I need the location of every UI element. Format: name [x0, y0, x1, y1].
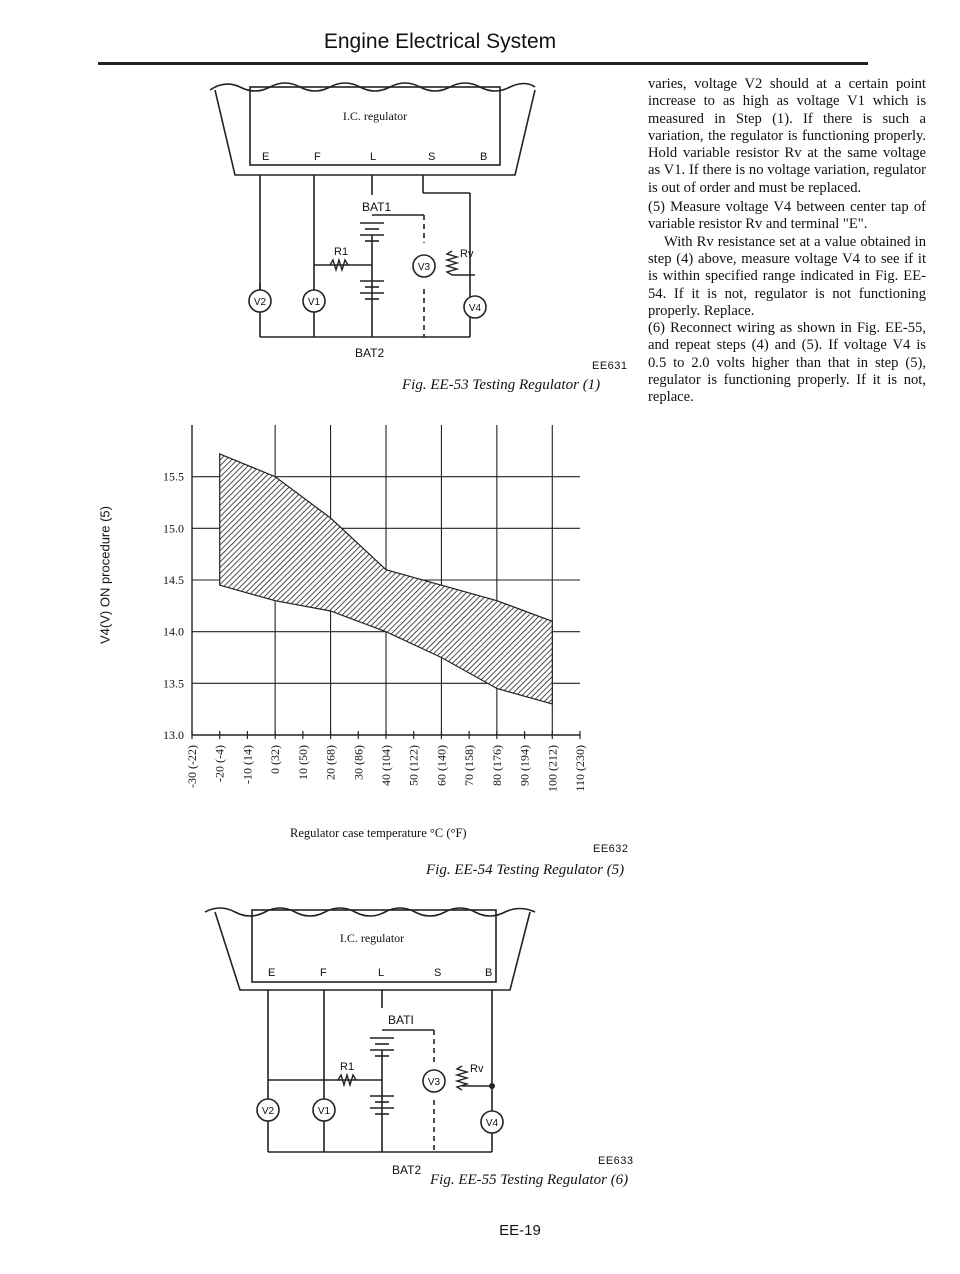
- x-tick-label: -10 (14): [240, 745, 255, 784]
- header-rule: [98, 62, 868, 65]
- v3-meter-label-2: V3: [427, 1077, 441, 1088]
- terminal-f-2: F: [320, 967, 327, 979]
- y-tick-label: 14.0: [163, 624, 184, 639]
- y-tick-label: 14.5: [163, 573, 184, 587]
- bat2-label-2: BAT2: [392, 1163, 422, 1177]
- v2-meter-label: V2: [253, 297, 267, 308]
- paragraph-2: (5) Measure voltage V4 between center tap of variable resistor Rv and terminal "E".: [648, 199, 926, 233]
- bat2-label: BAT2: [355, 346, 385, 360]
- x-tick-label: 50 (122): [406, 745, 421, 786]
- y-tick-label: 15.0: [163, 521, 184, 536]
- terminal-l-2: L: [378, 967, 385, 979]
- paragraph-3: With Rv resistance set at a value obtained in step (4) above, measure voltage V4 to see if it is within specified range indicated in Fig. EE-54. If it is not, regulator is not functioning properly. Replace.: [648, 233, 926, 319]
- ic-regulator-label-2: I.C. regulator: [339, 931, 405, 945]
- v1-meter-label: V1: [307, 297, 321, 308]
- bat1-label: BAT1: [362, 200, 392, 214]
- figure-ee53-caption: Fig. EE-53 Testing Regulator (1): [402, 377, 601, 393]
- x-tick-label: 70 (158): [462, 745, 477, 786]
- figure-ee55-diagram: [200, 900, 560, 1185]
- x-tick-label: 0 (32): [268, 745, 283, 774]
- v2-meter-label-2: V2: [261, 1106, 275, 1117]
- y-tick-label: 15.5: [163, 469, 184, 484]
- terminal-e: E: [262, 151, 270, 163]
- terminal-l: L: [370, 151, 377, 163]
- r1-label-2: R1: [340, 1061, 355, 1073]
- v3-meter-label: V3: [417, 262, 431, 273]
- x-tick-label: 40 (104): [379, 745, 393, 786]
- x-tick-label: 60 (140): [434, 745, 449, 786]
- ic-regulator-label: I.C. regulator: [342, 109, 408, 123]
- terminal-s: S: [428, 151, 436, 163]
- x-tick-label: 100 (212): [545, 745, 560, 792]
- v4-meter-label-2: V4: [485, 1118, 499, 1129]
- y-tick-label: 13.5: [163, 676, 184, 691]
- x-tick-label: 30 (86): [351, 745, 366, 780]
- terminal-b-2: B: [485, 967, 493, 979]
- x-tick-label: 110 (230): [573, 745, 587, 792]
- right-column-text: [648, 76, 926, 407]
- paragraph-4: (6) Reconnect wiring as shown in Fig. EE-55, and repeat steps (4) and (5). If voltage V4 is 0.5 to 2.0 volts higher than that in step (5), regulator is functioning properly. If it is not, replace.: [648, 320, 926, 406]
- figure-ee54-chart: [140, 415, 620, 835]
- x-tick-label: 80 (176): [489, 745, 504, 786]
- rv-label: Rv: [460, 248, 474, 260]
- figure-ee55-code: EE633: [598, 1155, 634, 1167]
- figure-ee53-code: EE631: [592, 360, 628, 372]
- terminal-b: B: [480, 151, 488, 163]
- v1-meter-label-2: V1: [317, 1106, 331, 1117]
- page-header-title: Engine Electrical System: [323, 30, 557, 53]
- x-tick-label: 10 (50): [295, 745, 310, 780]
- terminal-f: F: [314, 151, 321, 163]
- rv-label-2: Rv: [470, 1063, 484, 1075]
- chart-x-axis-label: Regulator case temperature °C (°F): [290, 826, 467, 840]
- x-tick-label: 90 (194): [517, 745, 532, 786]
- figure-ee55-caption: Fig. EE-55 Testing Regulator (6): [430, 1172, 629, 1188]
- paragraph-1: varies, voltage V2 should at a certain point increase to as high as voltage V1 which is measured in Step (1). If there is such a variation, the regulator is functioning properly. Hold variable resistor Rv at the same voltage as V1. If there is no voltage variation, regulator is out of order and must be replaced.: [648, 76, 926, 196]
- v4-meter-label: V4: [468, 303, 482, 314]
- figure-ee53-diagram: [190, 75, 550, 365]
- terminal-e-2: E: [268, 967, 276, 979]
- x-tick-label: -30 (-22): [185, 745, 199, 788]
- bat1-label-2: BATI: [388, 1013, 414, 1027]
- figure-ee54-code: EE632: [593, 843, 629, 855]
- figure-ee54-caption: Fig. EE-54 Testing Regulator (5): [426, 862, 625, 878]
- x-tick-label: -20 (-4): [212, 745, 227, 782]
- r1-label: R1: [334, 246, 349, 258]
- page-number: EE-19: [499, 1222, 541, 1239]
- y-tick-label: 13.0: [163, 728, 184, 742]
- x-tick-label: 20 (68): [323, 745, 338, 780]
- terminal-s-2: S: [434, 967, 442, 979]
- chart-side-ylabel: V4(V) ON procedure (5): [97, 506, 113, 644]
